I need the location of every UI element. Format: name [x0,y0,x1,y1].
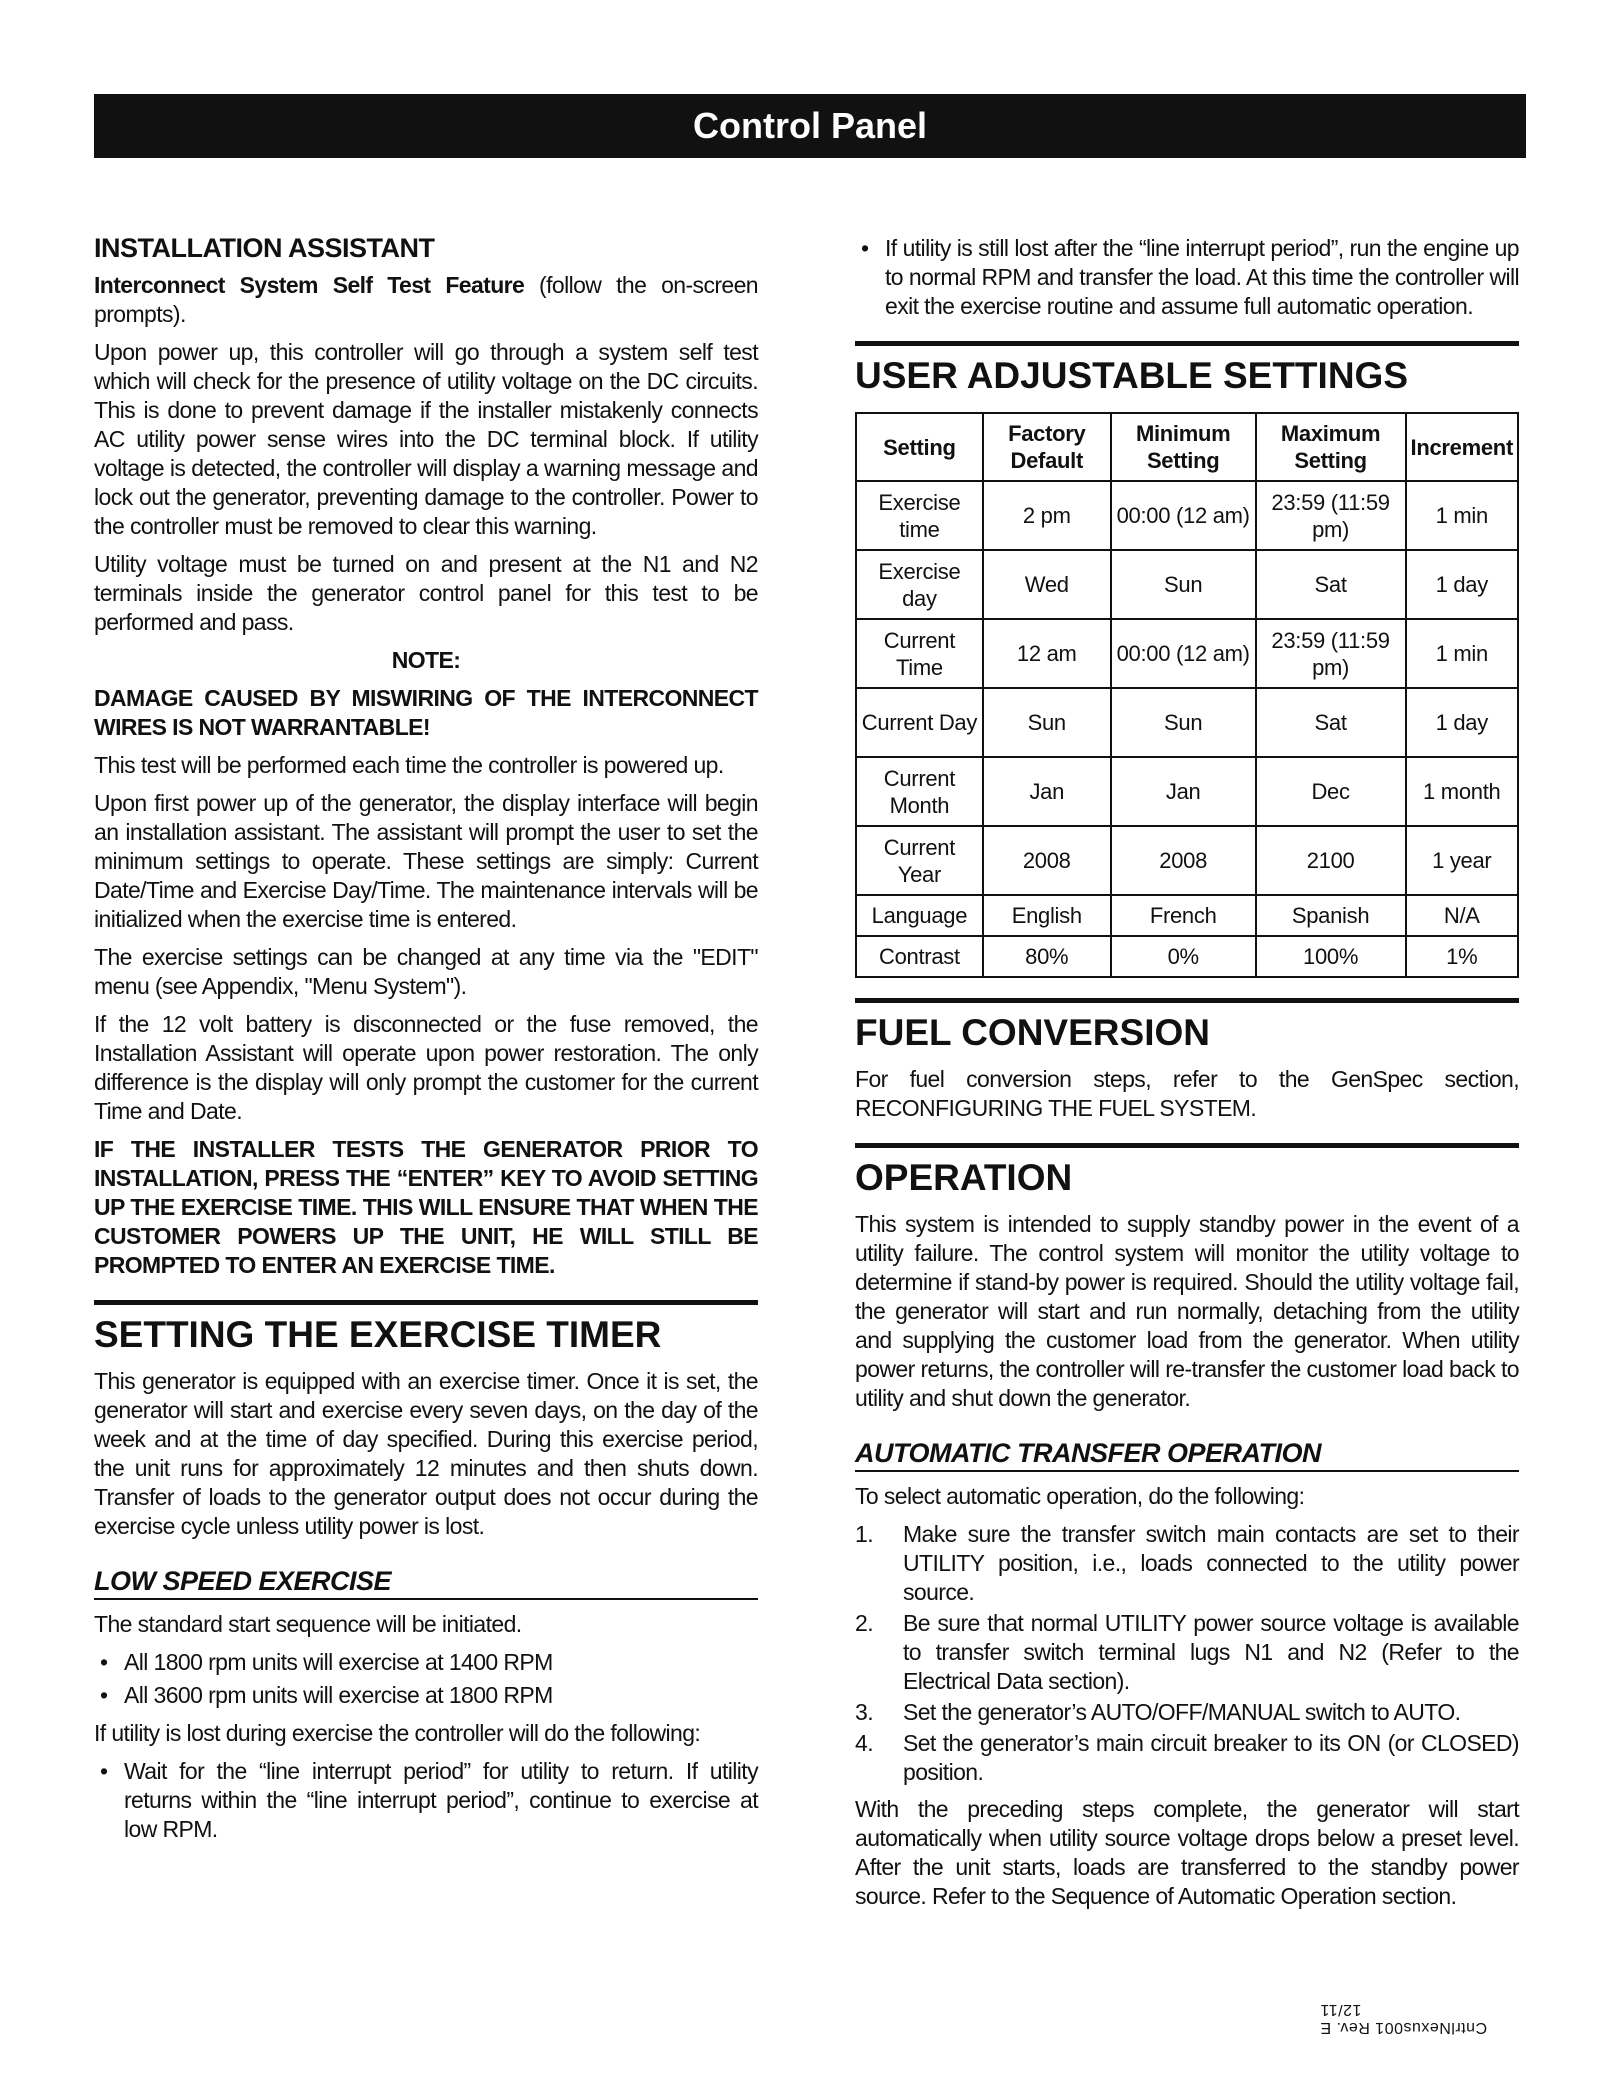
table-cell: 1 day [1406,688,1518,757]
table-cell: Language [856,895,983,936]
list-item [855,1609,1519,1696]
feature-paragraph [94,271,758,329]
table-row [856,481,1518,550]
table-cell: Spanish [1256,895,1406,936]
table-cell: Sat [1256,550,1406,619]
page-banner: Control Panel [94,94,1526,158]
table-cell: Dec [1256,757,1406,826]
table-cell: Exercise time [856,481,983,550]
exercise-timer-heading: SETTING THE EXERCISE TIMER [94,1300,758,1357]
table-cell: Exercise day [856,550,983,619]
table-cell: Current Time [856,619,983,688]
table-row [856,688,1518,757]
step-number: 2. [855,1610,873,1636]
table-cell: 00:00 (12 am) [1111,619,1256,688]
paragraph-first-power-up: Upon first power up of the generator, the display interface will begin an installation assistant. The assistant will prompt the user to set the minimum settings to operate. These settings are simply: Current Date/Time and Exercise Day/Time. The maintenance intervals will be initialized when the exercise time is entered. [94,790,758,932]
settings-table [855,412,1519,978]
utility-lost-list [94,1757,758,1844]
header-minimum-setting: Minimum Setting [1111,413,1256,481]
step-text: Be sure that normal UTILITY power source voltage is available to transfer switch terminal lugs N1 and N2 (Refer to the Electrical Data section). [903,1610,1519,1694]
paragraph-installer-warning: IF THE INSTALLER TESTS THE GENERATOR PRIOR TO INSTALLATION, PRESS THE “ENTER” KEY TO AVOID SETTING UP THE EXERCISE TIME. THIS WILL ENSURE THAT WHEN THE CUSTOMER POWERS UP THE UNIT, HE WILL STILL BE PROMPTED TO ENTER AN EXERCISE TIME. [94,1136,758,1278]
table-cell: Sun [1111,550,1256,619]
table-cell: 1 month [1406,757,1518,826]
table-cell: 1 day [1406,550,1518,619]
table-cell: Sun [983,688,1111,757]
table-cell: 23:59 (11:59 pm) [1256,481,1406,550]
table-cell: 1 year [1406,826,1518,895]
feature-rest: (follow the on-screen prompts). [94,272,758,327]
table-cell: Sat [1256,688,1406,757]
table-row [856,826,1518,895]
fuel-conversion-text: For fuel conversion steps, refer to the GenSpec section, RECONFIGURING THE FUEL SYSTEM. [855,1066,1519,1121]
left-column [94,234,758,1853]
right-column [855,234,1519,1920]
table-cell: Jan [1111,757,1256,826]
table-cell: Sun [1111,688,1256,757]
header-increment: Increment [1406,413,1518,481]
note-text: DAMAGE CAUSED BY MISWIRING OF THE INTERCONNECT WIRES IS NOT WARRANTABLE! [94,685,758,740]
table-cell: Current Year [856,826,983,895]
table-cell: 23:59 (11:59 pm) [1256,619,1406,688]
table-row [856,895,1518,936]
table-row [856,936,1518,977]
table-cell: 1 min [1406,619,1518,688]
automatic-transfer-steps [855,1520,1519,1787]
step-text: Make sure the transfer switch main contacts are set to their UTILITY position, i.e., loads connected to the utility power source. [903,1521,1519,1605]
exercise-timer-text: This generator is equipped with an exercise timer. Once it is set, the generator will start and exercise every seven days, on the day of the week and at the time of day specified. During this exercise period, the unit runs for approximately 12 minutes and then shuts down. Transfer of loads to the generator output does not occur during the exercise cycle unless utility power is lost. [94,1368,758,1539]
list-item: • Wait for the “line interrupt period” for utility to return. If utility returns within the “line interrupt period”, continue to exercise at low RPM. [94,1757,758,1844]
table-cell: Wed [983,550,1111,619]
paragraph-self-test: Upon power up, this controller will go through a system self test which will check for the presence of utility voltage on the DC circuits. This is done to prevent damage if the installer mistakenly connects AC utility power sense wires into the DC terminal block. If utility voltage is detected, the controller will display a warning message and lock out the generator, preventing damage to the controller. Power to the controller must be removed to clear this warning. [94,339,758,539]
utility-lost-intro: If utility is lost during exercise the controller will do the following: [94,1720,701,1746]
operation-heading: OPERATION [855,1143,1519,1200]
header-factory-default: Factory Default [983,413,1111,481]
table-cell: N/A [1406,895,1518,936]
step-number: 3. [855,1699,873,1725]
step-number: 1. [855,1521,873,1547]
table-cell: 2100 [1256,826,1406,895]
document-code: CntrlNexus001 Rev. E 12/11 [1320,2001,1488,2036]
table-cell: Contrast [856,936,983,977]
table-cell: Current Month [856,757,983,826]
table-cell: Jan [983,757,1111,826]
step-text: Set the generator’s AUTO/OFF/MANUAL switch to AUTO. [903,1699,1461,1725]
low-speed-intro: The standard start sequence will be initiated. [94,1611,522,1637]
table-cell: 0% [1111,936,1256,977]
table-row [856,550,1518,619]
note-label: NOTE: [391,647,461,673]
header-setting: Setting [856,413,983,481]
table-cell: 12 am [983,619,1111,688]
operation-text: This system is intended to supply standby power in the event of a utility failure. The control system will monitor the utility voltage to determine if stand-by power is required. Should the utility voltage fail, the generator will start and run normally, detaching from the utility and supplying the customer load from the generator. When utility power returns, the controller will re-transfer the customer load back to utility and shut down the generator. [855,1211,1519,1411]
paragraph-battery: If the 12 volt battery is disconnected or the fuse removed, the Installation Assistant will operate upon power restoration. The only difference is the display will only prompt the customer for the current Time and Date. [94,1011,758,1124]
list-item: • If utility is still lost after the “line interrupt period”, run the engine up to normal RPM and transfer the load. At this time the controller will exit the exercise routine and assume full automatic operation. [855,234,1519,321]
table-cell: French [1111,895,1256,936]
step-number: 4. [855,1730,873,1756]
paragraph-edit-menu: The exercise settings can be changed at any time via the "EDIT" menu (see Appendix, "Menu System"). [94,944,758,999]
list-item [855,1698,1519,1727]
closing-text: With the preceding steps complete, the generator will start automatically when utility source voltage drops below a preset level. After the unit starts, loads are transferred to the standby power source. Refer to the Sequence of Automatic Operation section. [855,1796,1519,1909]
table-cell: 00:00 (12 am) [1111,481,1256,550]
fuel-conversion-heading: FUEL CONVERSION [855,998,1519,1055]
low-speed-heading: LOW SPEED EXERCISE [94,1567,758,1600]
table-row [856,757,1518,826]
table-cell: English [983,895,1111,936]
automatic-transfer-intro: To select automatic operation, do the following: [855,1483,1305,1509]
low-speed-list [94,1648,758,1710]
installation-heading: INSTALLATION ASSISTANT [94,233,435,263]
table-cell: Current Day [856,688,983,757]
feature-title: Interconnect System Self Test Feature [94,272,525,298]
table-header-row [856,413,1518,481]
header-maximum-setting: Maximum Setting [1256,413,1406,481]
continued-list [855,234,1519,321]
table-cell: 1% [1406,936,1518,977]
table-cell: 80% [983,936,1111,977]
list-item: • All 1800 rpm units will exercise at 1400 RPM [94,1648,758,1677]
list-item [855,1520,1519,1607]
paragraph-test-each-time: This test will be performed each time the controller is powered up. [94,752,724,778]
list-item [855,1729,1519,1787]
table-cell: 1 min [1406,481,1518,550]
table-cell: 2008 [1111,826,1256,895]
step-text: Set the generator’s main circuit breaker to its ON (or CLOSED) position. [903,1730,1519,1785]
table-cell: 2008 [983,826,1111,895]
settings-heading: USER ADJUSTABLE SETTINGS [855,341,1519,398]
table-cell: 100% [1256,936,1406,977]
automatic-transfer-heading: AUTOMATIC TRANSFER OPERATION [855,1439,1519,1472]
table-row [856,619,1518,688]
list-item: • All 3600 rpm units will exercise at 1800 RPM [94,1681,758,1710]
paragraph-utility-voltage: Utility voltage must be turned on and present at the N1 and N2 terminals inside the generator control panel for this test to be performed and pass. [94,551,758,635]
table-cell: 2 pm [983,481,1111,550]
